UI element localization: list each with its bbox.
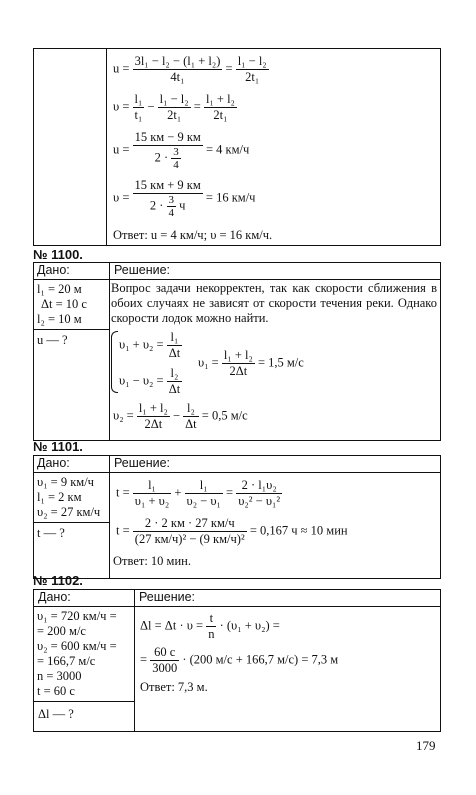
system-brace bbox=[111, 331, 118, 393]
given-cell bbox=[34, 607, 135, 702]
given-item: = 166,7 м/с bbox=[37, 654, 96, 668]
eq-t2: t = $\frac{2 \cdot 2 км \cdot 27 км/ч}{\text{(27 км/ч)² − (9 км/ч)²}}$ = 0,167 ч ≈ 10 мин bbox=[116, 516, 348, 546]
problem-1100-text: Вопрос задачи некорректен, так как скорости сближения в обоих случаях не зависят от скорости течения реки. Однако скорости лодок можно найти. bbox=[111, 281, 437, 325]
given-item: υ₁ = 9 км/ч bbox=[37, 475, 94, 489]
given-item: υ₂ = 27 км/ч bbox=[37, 505, 101, 519]
eq-v1: υ = $\frac{\text{l₁}}{\text{t₁}}$ − $\frac{\text{l₁ − l₂}}{\text{2t₁}}$ = $\frac{\text{l₁ + l₂}}{\text{2t₁}}$ bbox=[113, 92, 235, 122]
given-item: = 200 м/с bbox=[37, 624, 86, 638]
find-cell: u — ? bbox=[34, 330, 110, 441]
given-cell bbox=[34, 280, 110, 330]
given-item: t = 60 с bbox=[37, 684, 75, 698]
eq-v2: υ = 15 км + 9 км 2 · $\frac{3}{4}$ ч = 16 км/ч bbox=[113, 178, 256, 219]
given-item: l₂ = 10 м bbox=[37, 312, 82, 326]
problem-1100-number: № 1100. bbox=[33, 247, 83, 262]
given-cell bbox=[34, 473, 110, 523]
eq-dl1: Δl = Δt · υ = $\frac{t}{n}$ · (υ₁ + υ₂) = bbox=[140, 611, 280, 641]
given-item: υ₁ = 720 км/ч = bbox=[37, 609, 117, 623]
problem-1102-answer: Ответ: 7,3 м. bbox=[140, 680, 208, 694]
given-item: υ₂ = 600 км/ч = bbox=[37, 639, 117, 653]
given-header: Дано: bbox=[34, 456, 110, 473]
eq-u2: u = 15 км − 9 км 2 · $\frac{3}{4}$ = 4 км/ч bbox=[113, 130, 250, 171]
result-v2: υ₂ = $\frac{\text{l₁ + l₂}}{2\Delta t}$ − $\frac{\text{l₂}}{\Delta t}$ = 0,5 м/с bbox=[113, 401, 248, 431]
result-v1: υ₁ = $\frac{\text{l₁ + l₂}}{2\Delta t}$ = 1,5 м/с bbox=[198, 348, 304, 378]
system-eq-1: υ₁ + υ₂ = $\frac{\text{l₁}}{\Delta t}$ bbox=[119, 330, 181, 360]
page-number: 179 bbox=[416, 738, 436, 753]
eq-t1: t = $\frac{\text{l₁}}{\text{υ₁ + υ₂}}$ + $\frac{\text{l₁}}{\text{υ₂ − υ₁}}$ = $\frac{\text{2 · l₁υ₂}}{\text{υ₂² − υ₁²}}$ bbox=[116, 478, 281, 508]
top-left-cell bbox=[34, 49, 107, 246]
problem-1101-number: № 1101. bbox=[33, 439, 83, 454]
problem-1101-answer: Ответ: 10 мин. bbox=[113, 554, 191, 568]
system-eq-2: υ₁ − υ₂ = $\frac{\text{l₂}}{\Delta t}$ bbox=[119, 366, 181, 396]
problem-1102-number: № 1102. bbox=[33, 573, 83, 588]
solution-header: Решение: bbox=[135, 590, 441, 607]
given-item: l₁ = 2 км bbox=[37, 490, 82, 504]
find-cell: t — ? bbox=[34, 523, 110, 579]
eq-dl2: = $\frac{60 с}{3000}$ · (200 м/с + 166,7 м/с) = 7,3 м bbox=[140, 645, 339, 675]
given-header: Дано: bbox=[34, 263, 110, 280]
given-item: n = 3000 bbox=[37, 669, 82, 683]
given-item: l₁ = 20 м bbox=[37, 282, 82, 296]
top-answer: Ответ: u = 4 км/ч; υ = 16 км/ч. bbox=[113, 228, 273, 242]
given-header: Дано: bbox=[34, 590, 135, 607]
solution-header: Решение: bbox=[110, 456, 441, 473]
eq-u1: u = $\frac{\text{3l₁ − l₂ − (l₁ + l₂)}}{\text{4t₁}}$ = $\frac{\text{l₁ − l₂}}{\text{2t₁}}$ bbox=[113, 54, 267, 84]
given-item: Δt = 10 с bbox=[41, 297, 87, 311]
solution-header: Решение: bbox=[110, 263, 441, 280]
find-cell: Δl — ? bbox=[34, 702, 135, 732]
